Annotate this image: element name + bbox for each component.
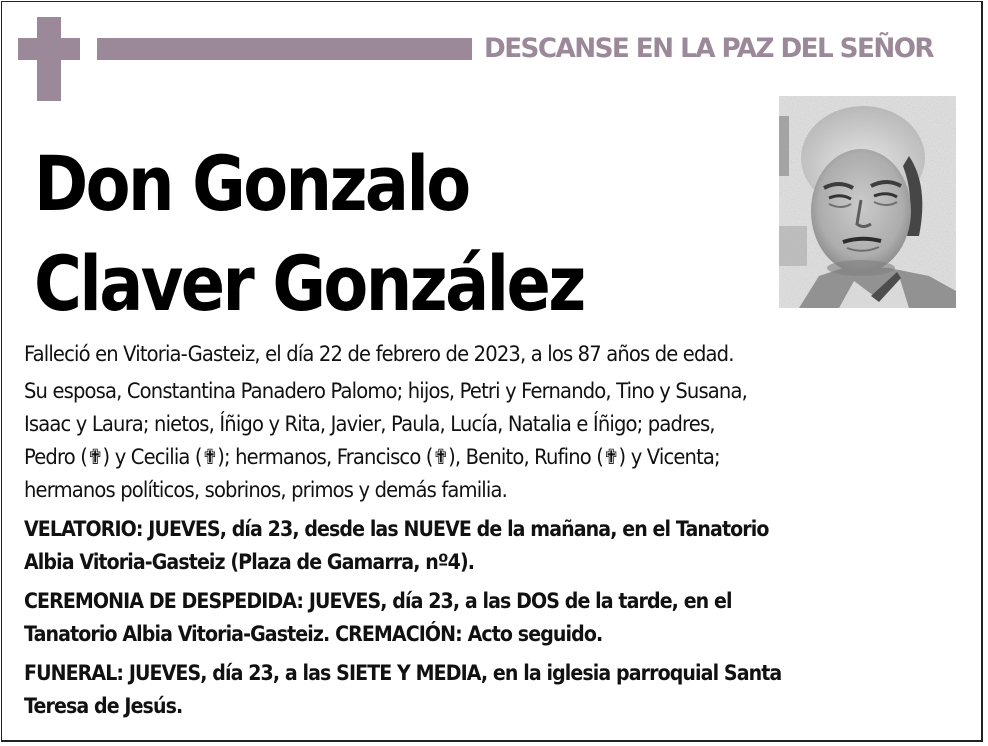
family-list xyxy=(24,375,898,507)
event-funeral xyxy=(24,657,875,723)
family-line: hermanos políticos, sobrinos, primos y demás familia. xyxy=(24,478,507,502)
family-line: Isaac y Laura; nietos, Íñigo y Rita, Javier, Paula, Lucía, Natalia e Íñigo; padres, xyxy=(24,412,715,436)
event-line: CEREMONIA DE DESPEDIDA: JUEVES, día 23, a las DOS de la tarde, en el xyxy=(24,589,732,613)
death-notice xyxy=(24,338,898,371)
deceased-name-line-1: Don Gonzalo xyxy=(34,139,469,228)
obituary-body xyxy=(24,338,964,729)
family-line: Pedro (✟) y Cecilia (✟); hermanos, Francisco (✟), Benito, Rufino (✟) y Vicenta; xyxy=(24,445,720,469)
latin-cross-icon-crossbar xyxy=(18,38,80,60)
deceased-name-line-2: Claver González xyxy=(34,239,584,328)
rest-in-peace-heading: DESCANSE EN LA PAZ DEL SEÑOR xyxy=(484,33,934,64)
event-line: FUNERAL: JUEVES, día 23, a las SIETE Y MEDIA, en la iglesia parroquial Santa xyxy=(24,661,782,685)
portrait-image xyxy=(779,96,956,308)
death-notice-text: Falleció en Vitoria-Gasteiz, el día 22 de febrero de 2023, a los 87 años de edad. xyxy=(24,342,734,366)
header-rule xyxy=(97,38,472,60)
event-line: Albia Vitoria-Gasteiz (Plaza de Gamarra, nº4). xyxy=(24,550,475,574)
event-line: Teresa de Jesús. xyxy=(24,694,183,718)
event-farewell-ceremony xyxy=(24,585,875,651)
event-line: Tanatorio Albia Vitoria-Gasteiz. CREMACIÓN: Acto seguido. xyxy=(24,622,603,646)
event-wake xyxy=(24,513,875,579)
family-line: Su esposa, Constantina Panadero Palomo; hijos, Petri y Fernando, Tino y Susana, xyxy=(24,379,747,403)
event-line: VELATORIO: JUEVES, día 23, desde las NUEVE de la mañana, en el Tanatorio xyxy=(24,517,769,541)
deceased-name xyxy=(34,134,584,334)
portrait-photo xyxy=(779,96,956,308)
